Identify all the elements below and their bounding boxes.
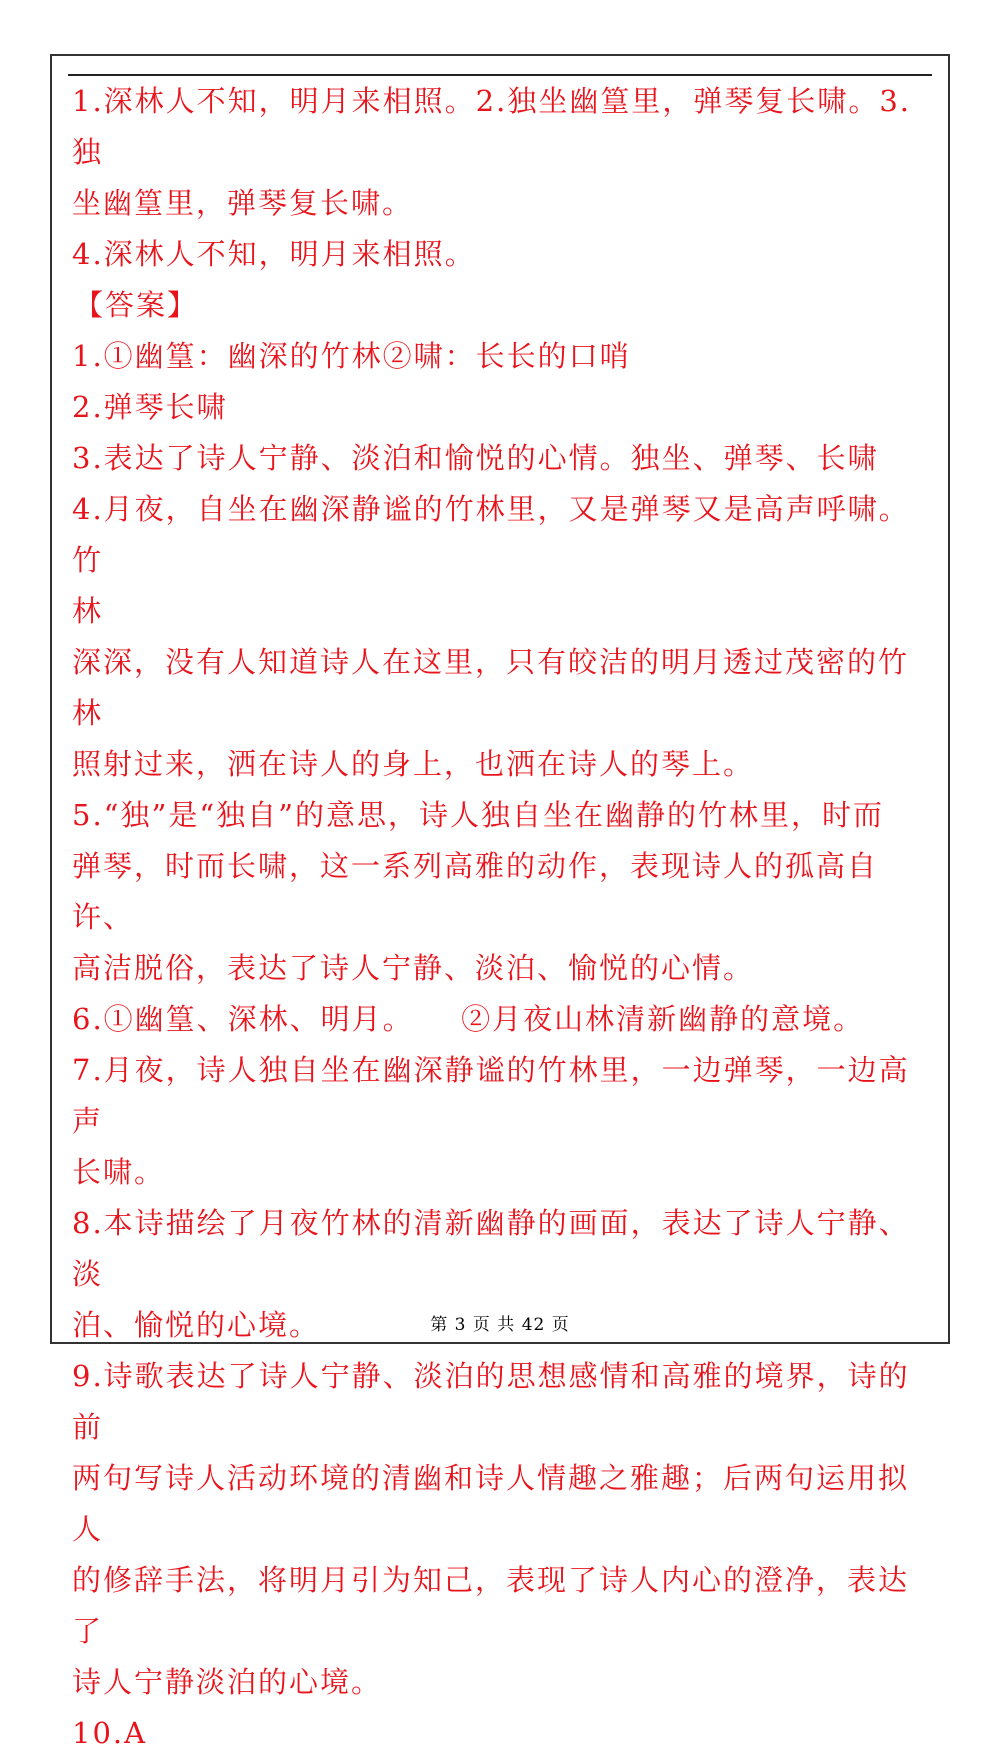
text-line: 坐幽篁里，弹琴复长啸。 (72, 186, 414, 220)
text-line: 林 (72, 594, 104, 628)
text-line: 1.深林人不知，明月来相照。2.独坐幽篁里，弹琴复长啸。3.独 (72, 84, 912, 169)
text-line: 1.①幽篁：幽深的竹林②啸：长长的口哨 (72, 339, 631, 373)
page-number: 第 3 页 共 42 页 (430, 1315, 570, 1335)
text-line: 的修辞手法，将明月引为知己，表现了诗人内心的澄净，表达了 (72, 1563, 910, 1648)
answer-heading: 【答案】 (74, 288, 199, 322)
text-line: 弹琴，时而长啸，这一系列高雅的动作，表现诗人的孤高自许、 (72, 849, 879, 934)
text-line: 4.深林人不知，明月来相照。 (72, 237, 476, 271)
text-line: 长啸。 (72, 1155, 166, 1189)
text-line: 3.表达了诗人宁静、淡泊和愉悦的心情。独坐、弹琴、长啸 (72, 441, 879, 475)
text-line: 诗人宁静淡泊的心境。 (72, 1665, 383, 1699)
text-line: 9.诗歌表达了诗人宁静、淡泊的思想感情和高雅的境界，诗的前 (72, 1359, 910, 1444)
text-line: 6.①幽篁、深林、明月。 ②月夜山林清新幽静的意境。 (72, 1002, 865, 1036)
text-line: 2.弹琴长啸 (72, 390, 228, 424)
answer-content (72, 76, 922, 1759)
text-line: 10.A (72, 1716, 148, 1750)
text-line: 7.月夜，诗人独自坐在幽深静谧的竹林里，一边弹琴，一边高声 (72, 1053, 910, 1138)
text-line: 高洁脱俗，表达了诗人宁静、淡泊、愉悦的心情。 (72, 951, 755, 985)
text-line: 两句写诗人活动环境的清幽和诗人情趣之雅趣；后两句运用拟人 (72, 1461, 910, 1546)
text-line: 5.“独”是“独自”的意思，诗人独自坐在幽静的竹林里，时而 (72, 798, 884, 832)
text-line: 4.月夜，自坐在幽深静谧的竹林里，又是弹琴又是高声呼啸。竹 (72, 492, 910, 577)
text-line: 深深，没有人知道诗人在这里，只有皎洁的明月透过茂密的竹林 (72, 645, 910, 730)
text-line: 泊、愉悦的心境。 (72, 1308, 321, 1342)
text-line: 照射过来，洒在诗人的身上，也洒在诗人的琴上。 (72, 747, 755, 781)
text-line: 8.本诗描绘了月夜竹林的清新幽静的画面，表达了诗人宁静、淡 (72, 1206, 910, 1291)
